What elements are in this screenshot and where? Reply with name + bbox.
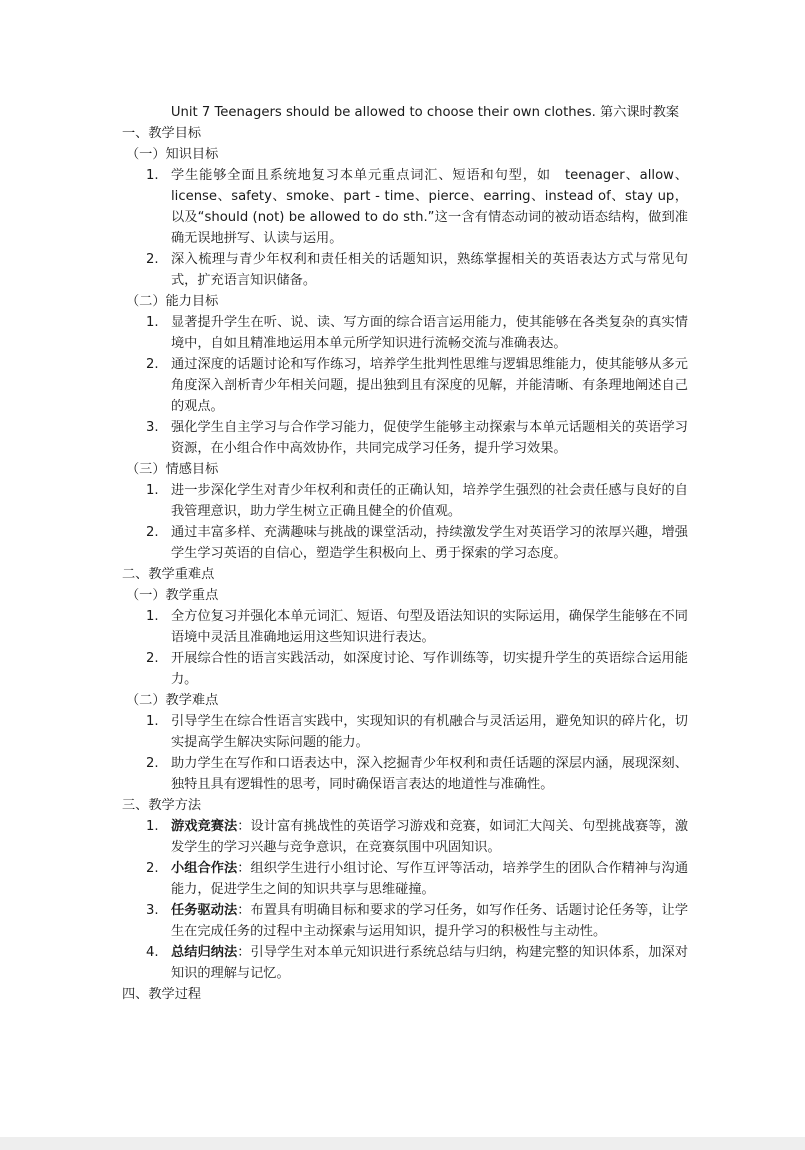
list-item [146, 942, 688, 984]
list-text: 通过深度的话题讨论和写作练习，培养学生批判性思维与逻辑思维能力，使其能够从多元角度深入剖析青少年相关问题，提出独到且有深度的见解，并能清晰、有条理地阐述自己的观点。 [171, 357, 688, 414]
subsection-heading: （一）知识目标 [126, 147, 219, 162]
list-text: 显著提升学生在听、说、读、写方面的综合语言运用能力，使其能够在各类复杂的真实情境中，自如且精准地运用本单元所学知识进行流畅交流与准确表达。 [171, 315, 688, 351]
list-text: 深入梳理与青少年权利和责任相关的话题知识，熟练掌握相关的英语表达方式与常见句式，扩充语言知识储备。 [171, 252, 688, 288]
list-number: 1. [146, 819, 159, 834]
list-text [171, 942, 688, 984]
list-item [146, 522, 688, 564]
list-text [171, 858, 688, 900]
list-number: 4. [146, 945, 159, 960]
document-title: Unit 7 Teenagers should be allowed to choose their own clothes. 第六课时教案 [170, 105, 680, 120]
list-number: 2. [146, 252, 159, 267]
list-text: 进一步深化学生对青少年权利和责任的正确认知，培养学生强烈的社会责任感与良好的自我管理意识，助力学生树立正确且健全的价值观。 [171, 483, 688, 519]
list-number: 2. [146, 651, 159, 666]
list-number: 2. [146, 861, 159, 876]
method-name: 小组合作法 [171, 861, 238, 876]
list-item [146, 900, 688, 942]
list-item [146, 816, 688, 858]
list-item [146, 648, 688, 690]
list-number: 1. [146, 168, 159, 183]
method-description: ：引导学生对本单元知识进行系统总结与归纳，构建完整的知识体系，加深对知识的理解与记忆。 [171, 945, 689, 981]
subsection-heading: （二）教学难点 [126, 693, 219, 708]
list-text: 助力学生在写作和口语表达中，深入挖掘青少年权利和责任话题的深层内涵，展现深刻、独特且具有逻辑性的思考，同时确保语言表达的地道性与准确性。 [171, 756, 688, 792]
list-number: 1. [146, 714, 159, 729]
section-heading: 三、教学方法 [122, 798, 202, 813]
list-item [146, 606, 688, 648]
list-number: 2. [146, 756, 159, 771]
section-heading: 四、教学过程 [122, 987, 202, 1002]
list-item [146, 312, 688, 354]
list-text: 学生能够全面且系统地复习本单元重点词汇、短语和句型，如 teenager、allow、license、safety、smoke、part - time、pierce、earring、instead of、stay up，以及“should (not) be allowed to do sth.”这一含有情态动词的被动语态结构，做到准确无误地拼写、认读与运用。 [171, 168, 688, 246]
list-text [171, 816, 688, 858]
method-description: ：设计富有挑战性的英语学习游戏和竞赛，如词汇大闯关、句型挑战赛等，激发学生的学习兴趣与竞争意识，在竞赛氛围中巩固知识。 [171, 819, 689, 855]
list-item [146, 480, 688, 522]
section-heading: 一、教学目标 [122, 126, 202, 141]
list-text: 开展综合性的语言实践活动，如深度讨论、写作训练等，切实提升学生的英语综合运用能力。 [171, 651, 688, 687]
document-body [122, 102, 688, 1005]
list-text [171, 900, 688, 942]
method-name: 游戏竞赛法 [171, 819, 238, 834]
list-item [146, 753, 688, 795]
method-description: ：布置具有明确目标和要求的学习任务，如写作任务、话题讨论任务等，让学生在完成任务的过程中主动探索与运用知识，提升学习的积极性与主动性。 [171, 903, 689, 939]
list-text: 强化学生自主学习与合作学习能力，促使学生能够主动探索与本单元话题相关的英语学习资源，在小组合作中高效协作，共同完成学习任务，提升学习效果。 [171, 420, 688, 456]
subsection-heading: （二）能力目标 [126, 294, 219, 309]
list-item [146, 165, 688, 249]
viewer-bottom-bar [0, 1137, 805, 1150]
list-number: 3. [146, 903, 159, 918]
list-item [146, 417, 688, 459]
list-text: 通过丰富多样、充满趣味与挑战的课堂活动，持续激发学生对英语学习的浓厚兴趣，增强学生学习英语的自信心，塑造学生积极向上、勇于探索的学习态度。 [171, 525, 688, 561]
list-item [146, 249, 688, 291]
method-name: 任务驱动法 [171, 903, 238, 918]
list-item [146, 711, 688, 753]
method-description: ：组织学生进行小组讨论、写作互评等活动，培养学生的团队合作精神与沟通能力，促进学生之间的知识共享与思维碰撞。 [171, 861, 689, 897]
section-heading: 二、教学重难点 [122, 567, 215, 582]
list-number: 2. [146, 525, 159, 540]
list-number: 1. [146, 483, 159, 498]
list-item [146, 354, 688, 417]
list-text: 全方位复习并强化本单元词汇、短语、句型及语法知识的实际运用，确保学生能够在不同语境中灵活且准确地运用这些知识进行表达。 [171, 609, 688, 645]
method-name: 总结归纳法 [171, 945, 238, 960]
list-item [146, 858, 688, 900]
list-number: 1. [146, 609, 159, 624]
list-text: 引导学生在综合性语言实践中，实现知识的有机融合与灵活运用，避免知识的碎片化，切实提高学生解决实际问题的能力。 [171, 714, 688, 750]
subsection-heading: （一）教学重点 [126, 588, 219, 603]
list-number: 3. [146, 420, 159, 435]
subsection-heading: （三）情感目标 [126, 462, 219, 477]
list-number: 2. [146, 357, 159, 372]
list-number: 1. [146, 315, 159, 330]
